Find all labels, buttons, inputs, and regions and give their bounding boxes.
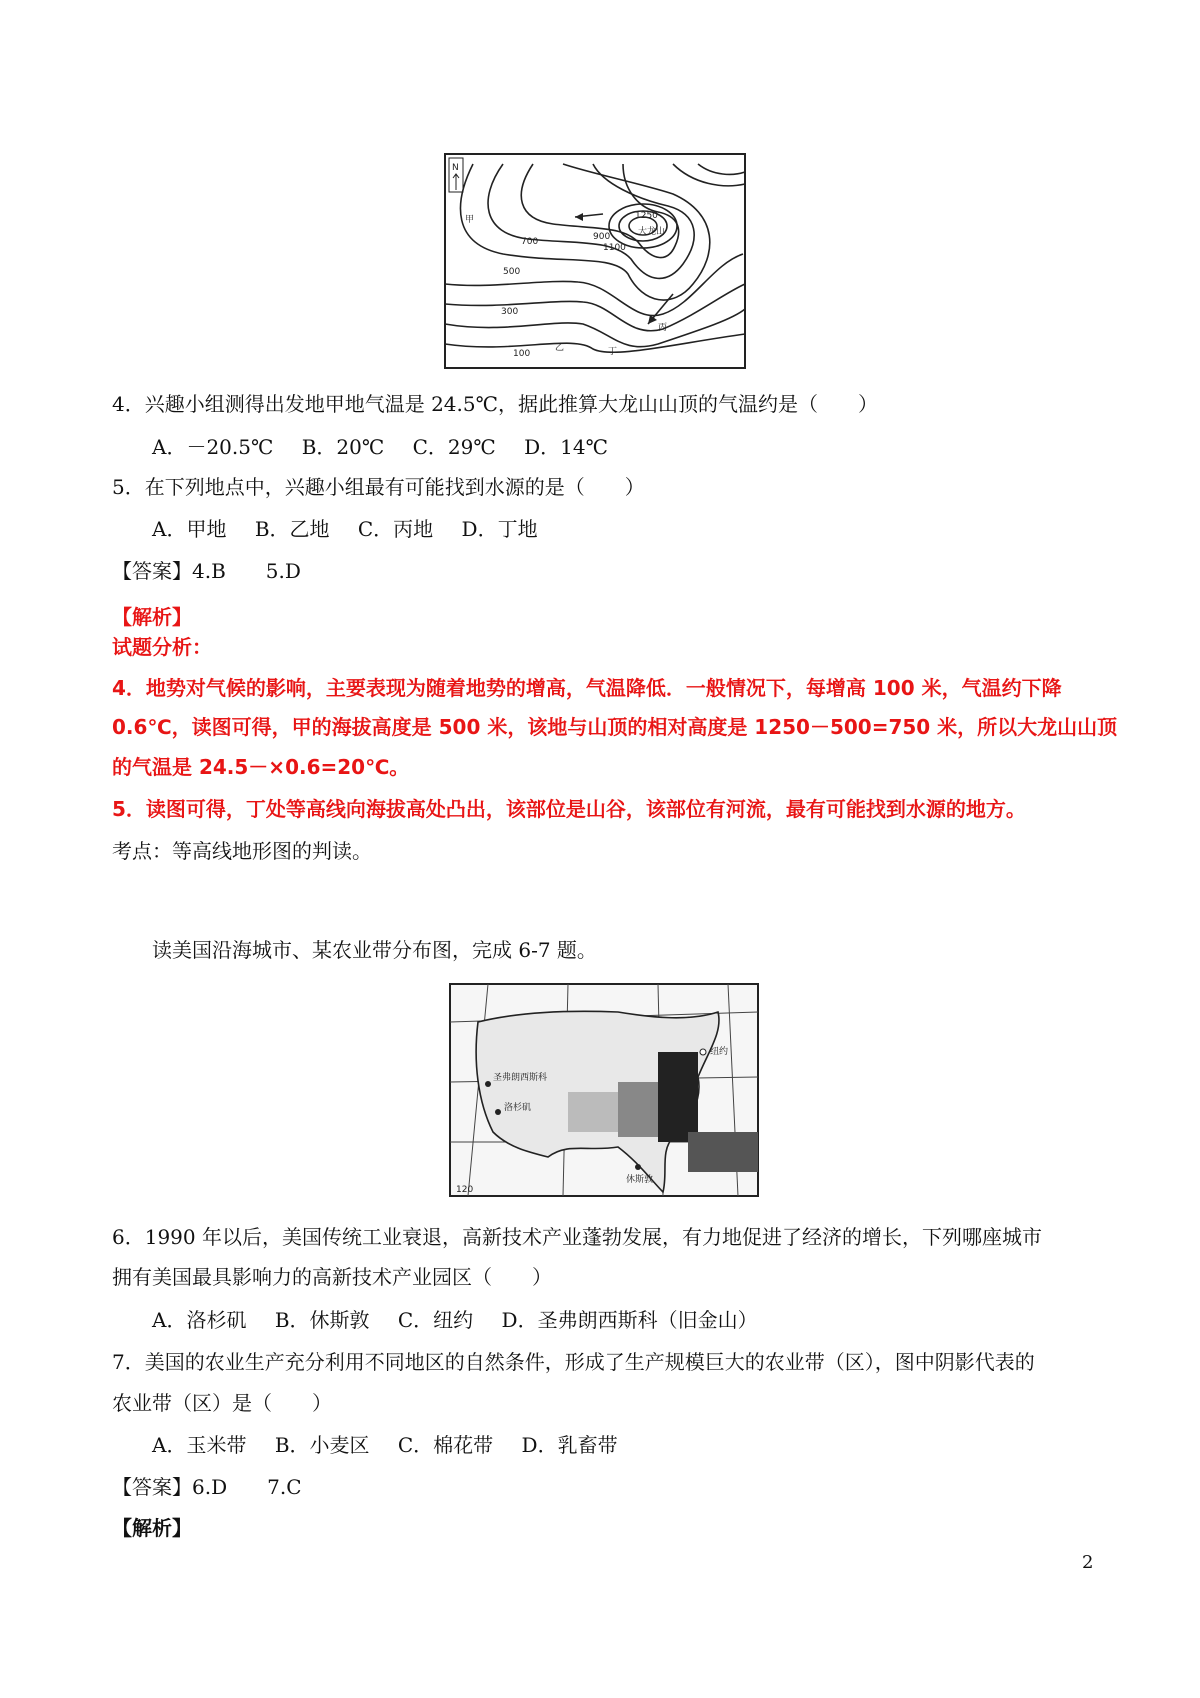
- mountain-name-label: 大龙山: [638, 227, 666, 237]
- question-5-options: [152, 516, 560, 542]
- question-4-stem: 4．兴趣小组测得出发地甲地气温是 24.5℃，据此推算大龙山山顶的气温约是（ ）: [112, 392, 878, 416]
- los-angeles-label: 洛杉矶: [504, 1103, 532, 1113]
- analysis-5: 5．读图可得，丁处等高线向海拔高处凸出，该部位是山谷，该部位有河流，最有可能找到水源的地方。: [112, 797, 1026, 821]
- q4-option-d: D．14℃: [524, 435, 608, 459]
- new-york-label: 纽约: [710, 1047, 729, 1057]
- question-4-options: [152, 434, 630, 460]
- question-6-7-intro: 读美国沿海城市、某农业带分布图，完成 6-7 题。: [152, 938, 597, 962]
- q4-option-a: A．－20.5℃: [152, 435, 274, 459]
- analysis-4-line-3: 的气温是 24.5－×0.6=20℃。: [112, 755, 410, 779]
- q7-option-d: D．乳畜带: [521, 1433, 618, 1457]
- contour-100-label: 100: [513, 349, 531, 359]
- q6-option-c: C．纽约: [397, 1308, 474, 1332]
- contour-map-figure: [443, 144, 774, 374]
- contour-900-label: 900: [593, 232, 611, 242]
- q5-option-a: A．甲地: [152, 517, 227, 541]
- q7-option-a: A．玉米带: [152, 1433, 247, 1457]
- question-6-stem-line-2: 拥有美国最具影响力的高新技术产业园区（ ）: [112, 1265, 552, 1289]
- q5-option-d: D．丁地: [461, 517, 538, 541]
- q7-option-b: B．小麦区: [274, 1433, 370, 1457]
- page-number: 2: [1082, 1552, 1094, 1573]
- contour-1100-label: 1100: [603, 243, 626, 253]
- question-6-options: [152, 1307, 780, 1333]
- longitude-120-label: 120: [456, 1185, 474, 1195]
- q4-option-b: B．20℃: [301, 435, 385, 459]
- peak-elevation-label: 1250: [635, 211, 658, 221]
- point-jia-label: 甲: [465, 215, 475, 225]
- san-francisco-label: 圣弗朗西斯科: [493, 1073, 548, 1083]
- usa-map-figure: [448, 982, 763, 1200]
- question-7-options: [152, 1432, 640, 1458]
- contour-300-label: 300: [501, 307, 519, 317]
- question-7-stem-line-1: 7．美国的农业生产充分利用不同地区的自然条件，形成了生产规模巨大的农业带（区），图中阴影代表的: [112, 1350, 1035, 1374]
- analysis-4-line-1: 4．地势对气候的影响，主要表现为随着地势的增高，气温降低．一般情况下，每增高 100 米，气温约下降: [112, 676, 1062, 700]
- analysis-4-line-2: 0.6℃，读图可得，甲的海拔高度是 500 米，该地与山顶的相对高度是 1250－500=750 米，所以大龙山山顶: [112, 715, 1118, 739]
- analysis-subheading-1: 试题分析：: [112, 635, 212, 659]
- question-6-stem-line-1: 6．1990 年以后，美国传统工业衰退，高新技术产业蓬勃发展，有力地促进了经济的增长，下列哪座城市: [112, 1225, 1042, 1249]
- q5-option-b: B．乙地: [254, 517, 330, 541]
- point-yi-label: 乙: [555, 343, 565, 353]
- q6-option-a: A．洛杉矶: [152, 1308, 247, 1332]
- answer-6-7: 【答案】6.D 7.C: [112, 1475, 302, 1499]
- point-bing-label: 丙: [658, 323, 668, 333]
- answer-4-5: 【答案】4.B 5.D: [112, 559, 301, 583]
- q6-option-d: D．圣弗朗西斯科（旧金山）: [501, 1308, 758, 1332]
- contour-500-label: 500: [503, 267, 521, 277]
- q7-option-c: C．棉花带: [397, 1433, 494, 1457]
- north-label: N: [452, 163, 459, 173]
- q4-option-c: C．29℃: [412, 435, 496, 459]
- q6-option-b: B．休斯敦: [274, 1308, 370, 1332]
- houston-label: 休斯敦: [626, 1175, 654, 1185]
- question-7-stem-line-2: 农业带（区）是（ ）: [112, 1391, 332, 1415]
- kaodian-note: 考点：等高线地形图的判读。: [112, 839, 372, 863]
- analysis-heading-2: 【解析】: [112, 1516, 192, 1540]
- analysis-heading-1: 【解析】: [112, 605, 192, 629]
- point-ding-label: 丁: [608, 347, 618, 357]
- q5-option-c: C．丙地: [357, 517, 434, 541]
- contour-700-label: 700: [521, 237, 539, 247]
- question-5-stem: 5．在下列地点中，兴趣小组最有可能找到水源的是（ ）: [112, 475, 645, 499]
